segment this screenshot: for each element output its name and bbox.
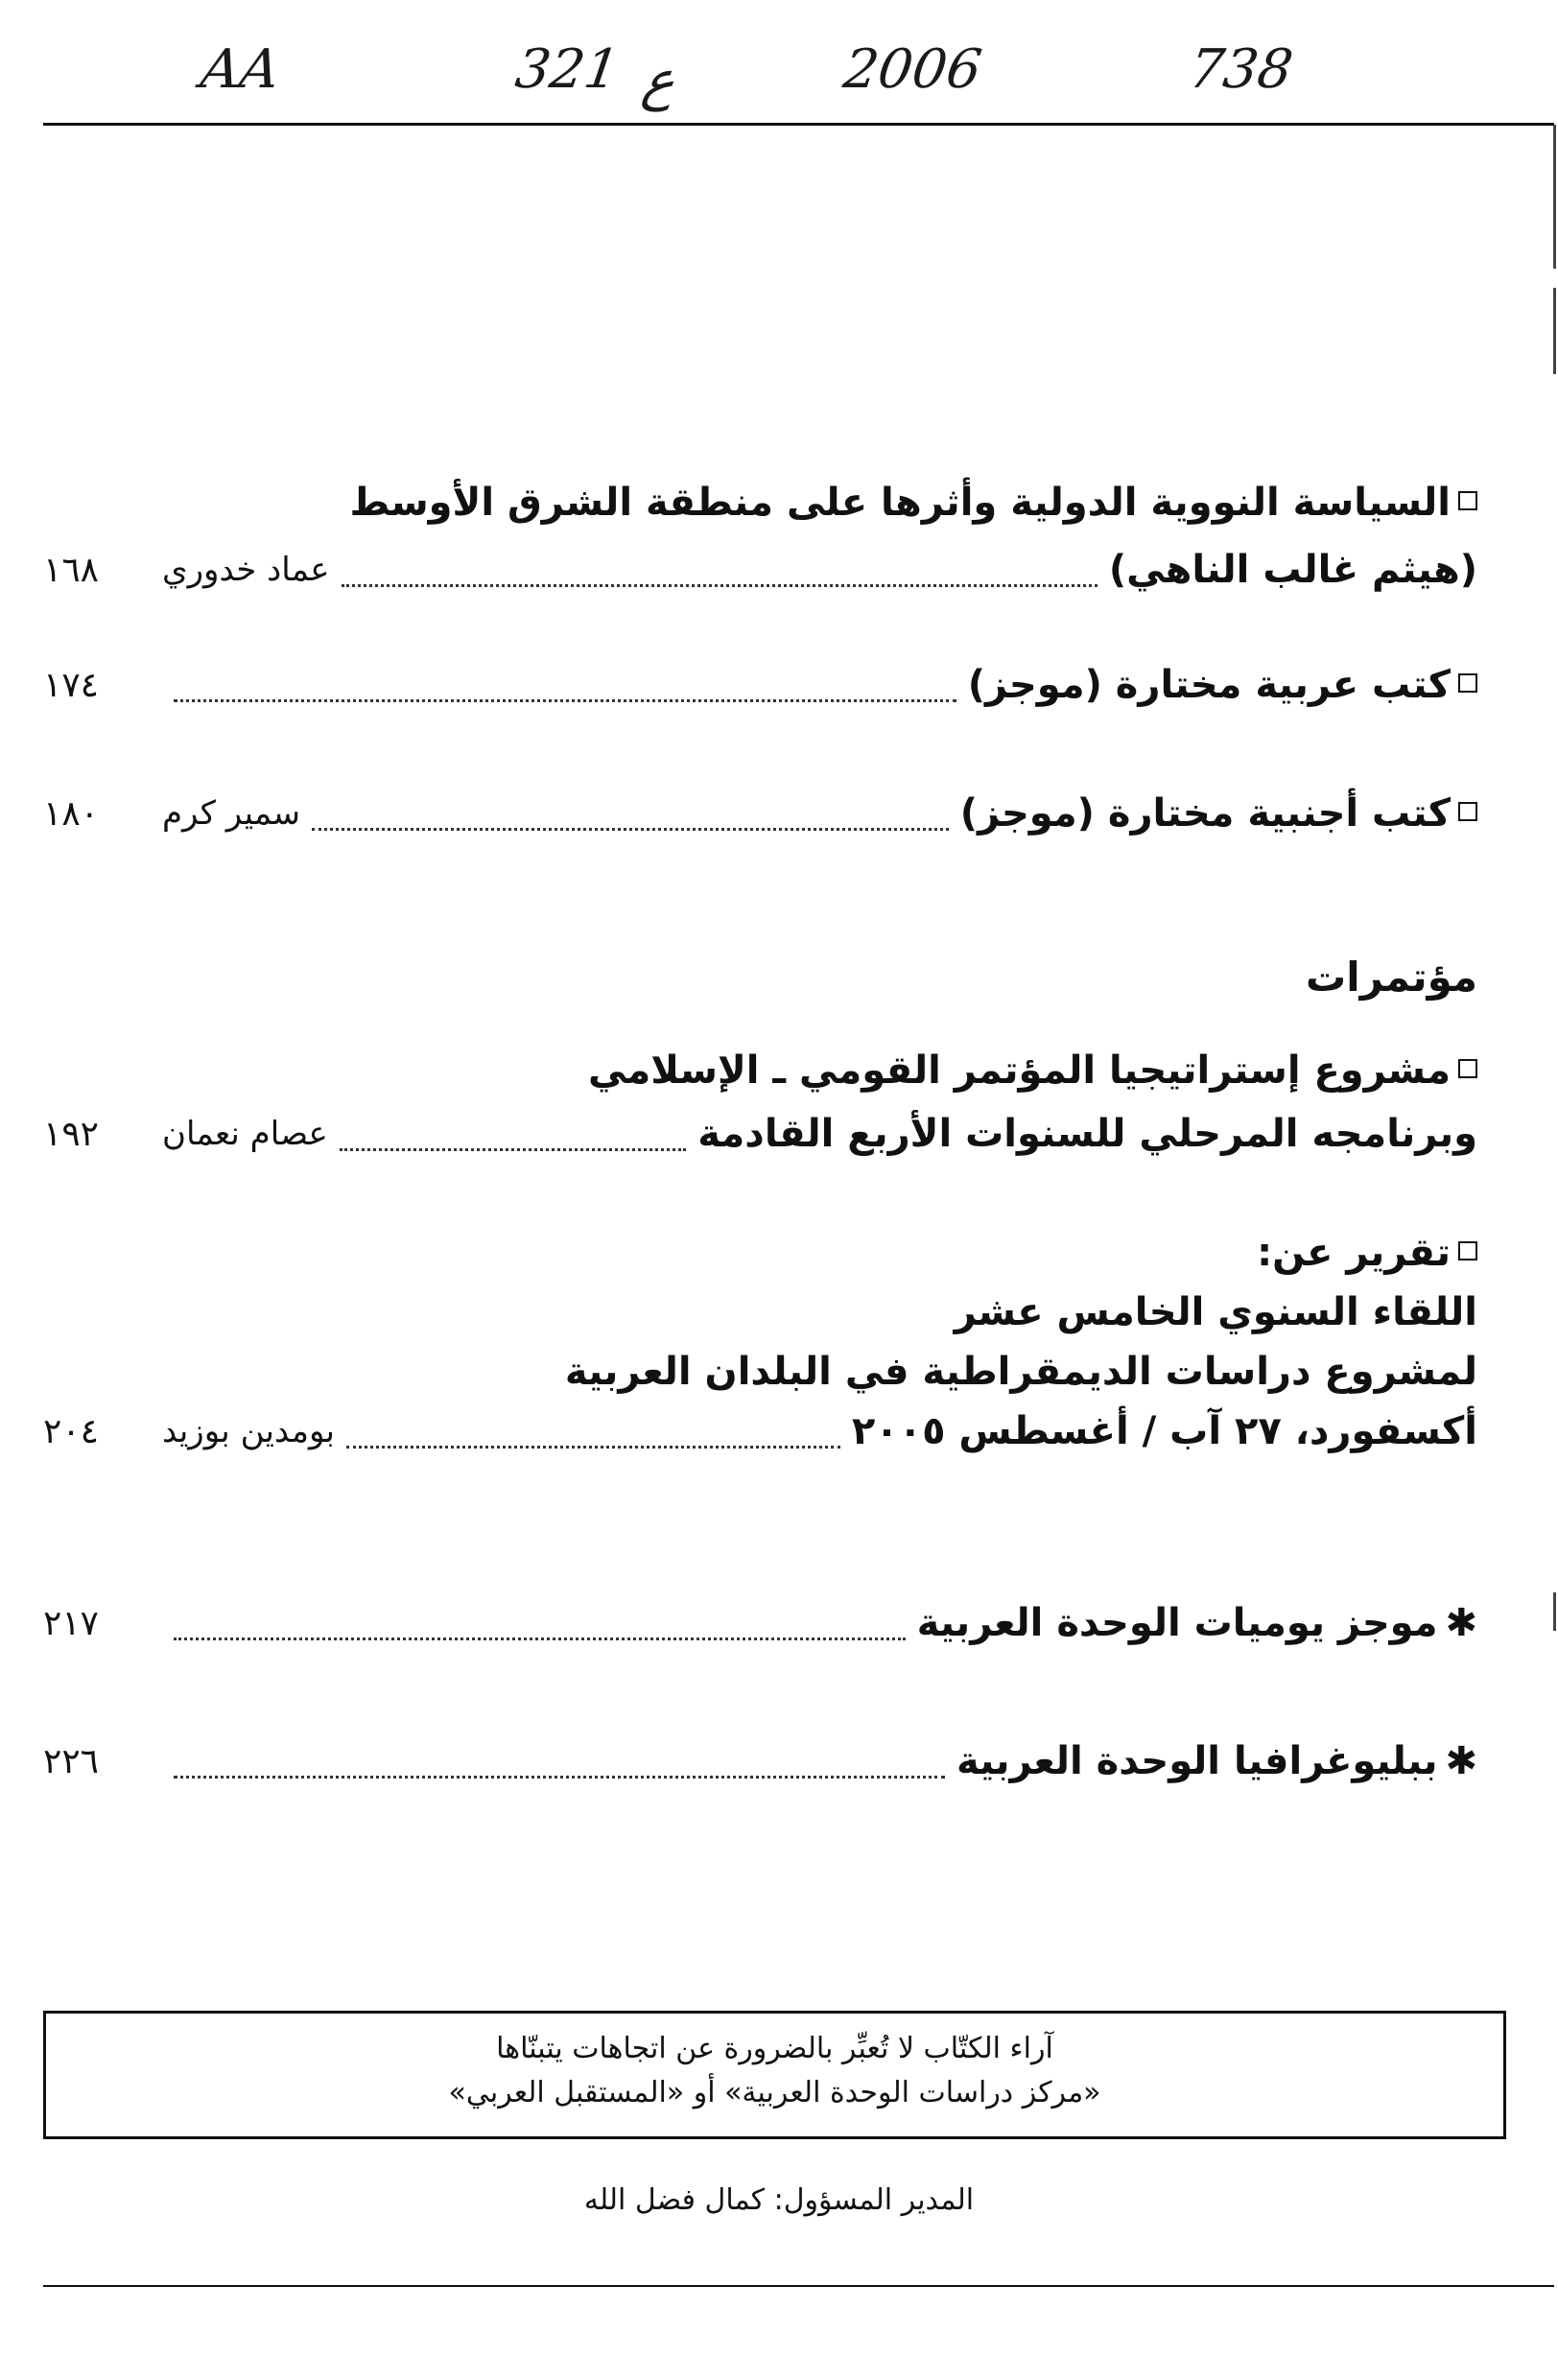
dot-leader bbox=[174, 1638, 906, 1640]
toc-entry bbox=[43, 656, 1477, 714]
dot-leader bbox=[174, 1776, 945, 1779]
handwritten-page: 738 bbox=[1185, 38, 1297, 101]
entry-page: ٢١٧ bbox=[43, 1603, 100, 1643]
disclaimer-box bbox=[43, 2011, 1506, 2139]
entry-subtitle: وبرنامجه المرحلي للسنوات الأربع القادمة bbox=[697, 1112, 1477, 1156]
toc-entry-line bbox=[43, 1284, 1477, 1341]
entry-page: ٢٢٦ bbox=[43, 1741, 100, 1781]
entry-author: بومدين بوزيد bbox=[162, 1412, 335, 1450]
entry-subtitle: (هيثم غالب الناهي) bbox=[1108, 548, 1477, 592]
entry-title: كتب أجنبية مختارة (موجز) bbox=[959, 791, 1451, 836]
entry-subtitle: اللقاء السنوي الخامس عشر bbox=[954, 1290, 1477, 1334]
entry-title: موجز يوميات الوحدة العربية bbox=[916, 1601, 1438, 1645]
checkbox-icon bbox=[1458, 491, 1477, 510]
scan-edge-mark bbox=[1553, 288, 1556, 374]
entry-title: مشروع إستراتيجيا المؤتمر القومي ـ الإسلامي bbox=[588, 1049, 1451, 1093]
dot-leader bbox=[346, 1446, 840, 1449]
entry-author: سمير كرم bbox=[162, 794, 300, 833]
toc-entry bbox=[43, 1105, 1477, 1163]
dot-leader bbox=[174, 699, 956, 702]
entry-author: عماد خدوري bbox=[162, 551, 330, 589]
toc-entry bbox=[43, 1594, 1477, 1652]
director-credit: المدير المسؤول: كمال فضل الله bbox=[583, 2183, 975, 2217]
entry-title: تقرير عن: bbox=[1257, 1231, 1451, 1275]
entry-subtitle: أكسفورد، ٢٧ آب / أغسطس ٢٠٠٥ bbox=[851, 1409, 1477, 1453]
toc-entry-line bbox=[43, 474, 1477, 531]
dot-leader bbox=[342, 584, 1098, 587]
checkbox-icon bbox=[1458, 673, 1477, 693]
top-rule bbox=[43, 123, 1554, 126]
entry-page: ١٧٤ bbox=[43, 665, 100, 705]
entry-page: ٢٠٤ bbox=[43, 1411, 100, 1451]
bottom-rule bbox=[43, 2285, 1554, 2287]
dot-leader bbox=[340, 1148, 686, 1151]
entry-title: ببليوغرافيا الوحدة العربية bbox=[956, 1739, 1438, 1783]
scan-edge-mark bbox=[1553, 125, 1556, 269]
handwritten-year: 2006 bbox=[839, 38, 986, 101]
scan-edge-mark bbox=[1553, 1592, 1556, 1631]
asterisk-icon: ✱ bbox=[1445, 1601, 1477, 1645]
toc-entry-line bbox=[43, 1224, 1477, 1282]
toc-entry bbox=[43, 541, 1477, 599]
toc-entry bbox=[43, 785, 1477, 842]
handwritten-code: AA bbox=[197, 38, 284, 101]
checkbox-icon bbox=[1458, 1059, 1477, 1078]
handwritten-letter: ع bbox=[638, 50, 679, 112]
entry-title: السياسة النووية الدولية وأثرها على منطقة الشرق الأوسط bbox=[349, 481, 1451, 525]
entry-title: كتب عربية مختارة (موجز) bbox=[967, 663, 1451, 707]
disclaimer-line: آراء الكتّاب لا تُعبِّر بالضرورة عن اتجاهات يتبنّاها bbox=[496, 2032, 1053, 2065]
toc-entry-line bbox=[43, 1343, 1477, 1401]
toc-entry-line bbox=[43, 1042, 1477, 1099]
entry-page: ١٩٢ bbox=[43, 1114, 100, 1154]
entry-page: ١٨٠ bbox=[43, 793, 100, 834]
toc-entry bbox=[43, 1402, 1477, 1460]
section-heading-conferences: مؤتمرات bbox=[1306, 954, 1477, 1001]
handwritten-number: 321 bbox=[511, 38, 624, 101]
entry-page: ١٦٨ bbox=[43, 550, 100, 590]
dot-leader bbox=[312, 828, 949, 831]
toc-entry bbox=[43, 1732, 1477, 1790]
checkbox-icon bbox=[1458, 802, 1477, 821]
entry-author: عصام نعمان bbox=[162, 1115, 328, 1153]
entry-subtitle: لمشروع دراسات الديمقراطية في البلدان العربية bbox=[564, 1350, 1477, 1394]
disclaimer-line: «مركز دراسات الوحدة العربية» أو «المستقبل العربي» bbox=[448, 2076, 1101, 2109]
checkbox-icon bbox=[1458, 1241, 1477, 1261]
asterisk-icon: ✱ bbox=[1445, 1739, 1477, 1783]
